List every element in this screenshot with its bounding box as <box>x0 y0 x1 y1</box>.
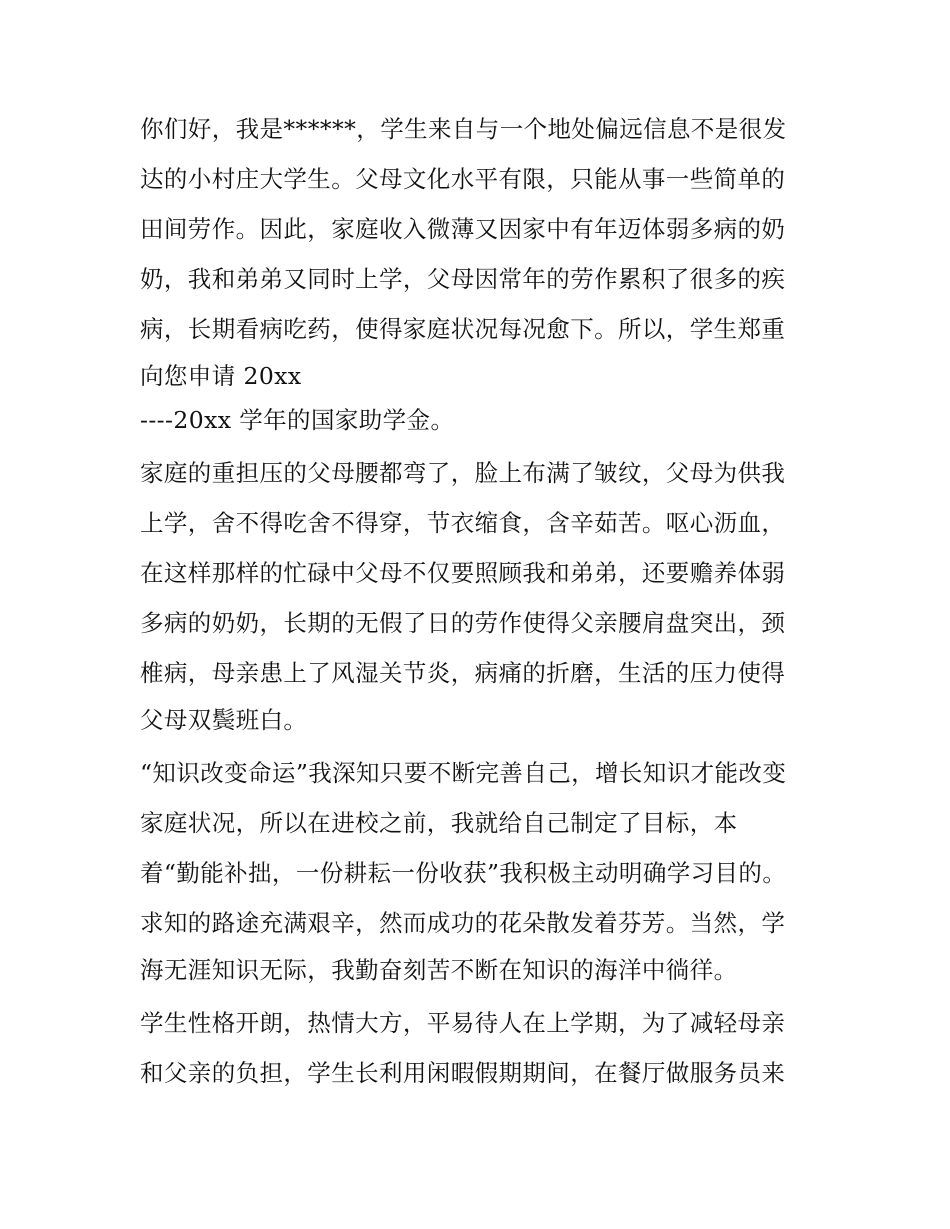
text-line: 向您申请 20xx <box>140 362 302 390</box>
text-line: 着“勤能补拙，一份耕耘一份收获”我积极主动明确学习目的。 <box>140 859 787 887</box>
text-line: 和父亲的负担，学生长利用闲暇假期期间，在餐厅做服务员来 <box>140 1059 786 1087</box>
paragraph-intro <box>140 104 820 398</box>
text-line: 你们好，我是******，学生来自与一个地处偏远信息不是很发 <box>140 115 787 143</box>
text-line: 求知的路途充满艰辛，然而成功的花朵散发着芬芳。当然，学 <box>140 909 786 937</box>
document-page <box>140 104 820 1098</box>
text-line: 海无涯知识无际，我勤奋刻苦不断在知识的海洋中徜徉。 <box>140 956 738 984</box>
text-line: 上学，舍不得吃舍不得穿，节衣缩食，含辛茹苦。呕心沥血， <box>140 509 786 537</box>
text-line: 学生性格开朗，热情大方，平易待人在上学期，为了减轻母亲 <box>140 1009 786 1037</box>
text-line: ----20xx 学年的国家助学金。 <box>140 406 455 434</box>
paragraph-knowledge <box>140 748 820 992</box>
text-line: “知识改变命运”我深知只要不断完善自己，增长知识才能改变 <box>140 759 787 787</box>
paragraph-application <box>140 398 820 442</box>
text-line: 椎病，母亲患上了风湿关节炎，病痛的折磨，生活的压力使得 <box>140 659 786 687</box>
text-line: 家庭的重担压的父母腰都弯了，脸上布满了皱纹，父母为供我 <box>140 459 786 487</box>
text-line: 奶，我和弟弟又同时上学，父母因常年的劳作累积了很多的疾 <box>140 265 786 293</box>
text-line: 父母双鬓班白。 <box>140 706 308 734</box>
text-line: 在这样那样的忙碌中父母不仅要照顾我和弟弟，还要赡养体弱 <box>140 559 786 587</box>
paragraph-family <box>140 448 820 742</box>
text-line: 达的小村庄大学生。父母文化水平有限，只能从事一些简单的 <box>140 165 786 193</box>
text-line: 家庭状况，所以在进校之前，我就给自己制定了目标，本 <box>140 809 738 837</box>
text-line: 田间劳作。因此，家庭收入微薄又因家中有年迈体弱多病的奶 <box>140 215 786 243</box>
text-line: 病，长期看病吃药，使得家庭状况每况愈下。所以，学生郑重 <box>140 315 786 343</box>
paragraph-personality <box>140 998 820 1098</box>
text-line: 多病的奶奶，长期的无假了日的劳作使得父亲腰肩盘突出，颈 <box>140 609 786 637</box>
